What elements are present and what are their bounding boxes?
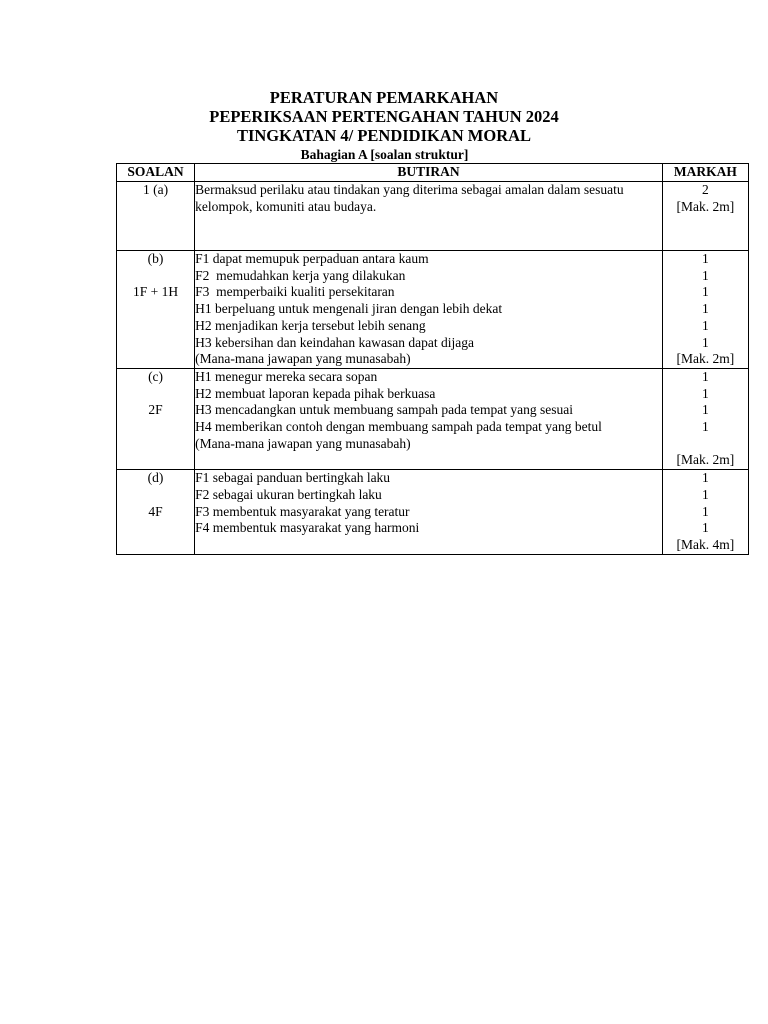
mark-value: 1 xyxy=(702,317,709,333)
subject-title: TINGKATAN 4/ PENDIDIKAN MORAL xyxy=(236,126,532,145)
table-row xyxy=(117,251,749,369)
answer-line: F1 sebagai panduan bertingkah laku xyxy=(195,470,391,486)
document-header xyxy=(0,88,768,145)
question-number: (d) xyxy=(147,470,164,486)
table-row xyxy=(117,182,749,251)
mark-cell xyxy=(662,368,748,469)
table-header-row xyxy=(117,164,749,182)
mark-max: [Mak. 4m] xyxy=(676,536,735,552)
mark-spacer xyxy=(663,436,748,453)
mark-max: [Mak. 2m] xyxy=(676,198,735,214)
header-markah: MARKAH xyxy=(662,164,748,182)
answer-cell xyxy=(195,368,663,469)
question-number: (b) xyxy=(147,251,164,266)
mark-value: 1 xyxy=(702,486,709,502)
question-cell xyxy=(117,368,195,469)
answer-line: H1 berpeluang untuk mengenali jiran dengan lebih dekat xyxy=(195,301,503,317)
question-spacer xyxy=(117,487,194,504)
marking-scheme-table xyxy=(116,163,749,555)
mark-value: 1 xyxy=(702,470,709,486)
answer-requirement: 4F xyxy=(148,503,163,519)
answer-requirement: 2F xyxy=(148,402,163,418)
mark-value: 1 xyxy=(702,251,709,266)
question-spacer xyxy=(117,268,194,285)
mark-max: [Mak. 2m] xyxy=(676,351,735,367)
mark-value: 1 xyxy=(702,301,709,317)
answer-line: F2 sebagai ukuran bertingkah laku xyxy=(195,486,382,502)
mark-value: 1 xyxy=(702,284,709,300)
mark-value: 1 xyxy=(702,520,709,536)
mark-value: 1 xyxy=(702,503,709,519)
question-number: 1 (a) xyxy=(143,182,169,197)
question-cell xyxy=(117,251,195,369)
answer-line: H2 menjadikan kerja tersebut lebih senang xyxy=(195,317,426,333)
answer-line: Bermaksud perilaku atau tindakan yang diterima sebagai amalan dalam sesuatu kelompok, komuniti atau budaya. xyxy=(195,182,624,214)
mark-max: [Mak. 2m] xyxy=(676,452,735,468)
answer-line: F3 membentuk masyarakat yang teratur xyxy=(195,503,410,519)
answer-line: H2 membuat laporan kepada pihak berkuasa xyxy=(195,385,436,401)
mark-cell xyxy=(662,182,748,251)
question-cell xyxy=(117,470,195,555)
answer-line: F3 memperbaiki kualiti persekitaran xyxy=(195,284,395,300)
answer-cell xyxy=(195,470,663,555)
mark-cell xyxy=(662,470,748,555)
header-soalan: SOALAN xyxy=(117,164,195,182)
exam-title: PEPERIKSAAN PERTENGAHAN TAHUN 2024 xyxy=(209,107,559,126)
mark-value: 1 xyxy=(702,402,709,418)
header-butiran: BUTIRAN xyxy=(195,164,663,182)
answer-line: H1 menegur mereka secara sopan xyxy=(195,368,378,384)
document-title: PERATURAN PEMARKAHAN xyxy=(269,88,499,107)
answer-requirement: 1F + 1H xyxy=(132,284,179,300)
answer-line: H3 mencadangkan untuk membuang sampah pada tempat yang sesuai xyxy=(195,402,573,418)
mark-value: 1 xyxy=(702,419,709,435)
answer-line: F2 memudahkan kerja yang dilakukan xyxy=(195,267,406,283)
mark-value: 1 xyxy=(702,385,709,401)
question-spacer xyxy=(117,386,194,403)
answer-line: F1 dapat memupuk perpaduan antara kaum xyxy=(195,251,429,266)
answer-cell xyxy=(195,251,663,369)
section-title: Bahagian A [soalan struktur] xyxy=(300,147,469,162)
answer-line: H3 kebersihan dan keindahan kawasan dapat dijaga xyxy=(195,334,475,350)
answer-line: H4 memberikan contoh dengan membuang sampah pada tempat yang betul xyxy=(195,419,602,435)
mark-value: 1 xyxy=(702,267,709,283)
question-cell xyxy=(117,182,195,251)
question-number: (c) xyxy=(148,368,164,384)
mark-value: 2 xyxy=(702,182,709,197)
table-row xyxy=(117,368,749,469)
answer-note: (Mana-mana jawapan yang munasabah) xyxy=(195,351,411,367)
mark-cell xyxy=(662,251,748,369)
answer-note: (Mana-mana jawapan yang munasabah) xyxy=(195,435,411,451)
answer-line: F4 membentuk masyarakat yang harmoni xyxy=(195,520,420,536)
mark-value: 1 xyxy=(702,334,709,350)
table-row xyxy=(117,470,749,555)
mark-value: 1 xyxy=(702,368,709,384)
answer-cell xyxy=(195,182,663,251)
